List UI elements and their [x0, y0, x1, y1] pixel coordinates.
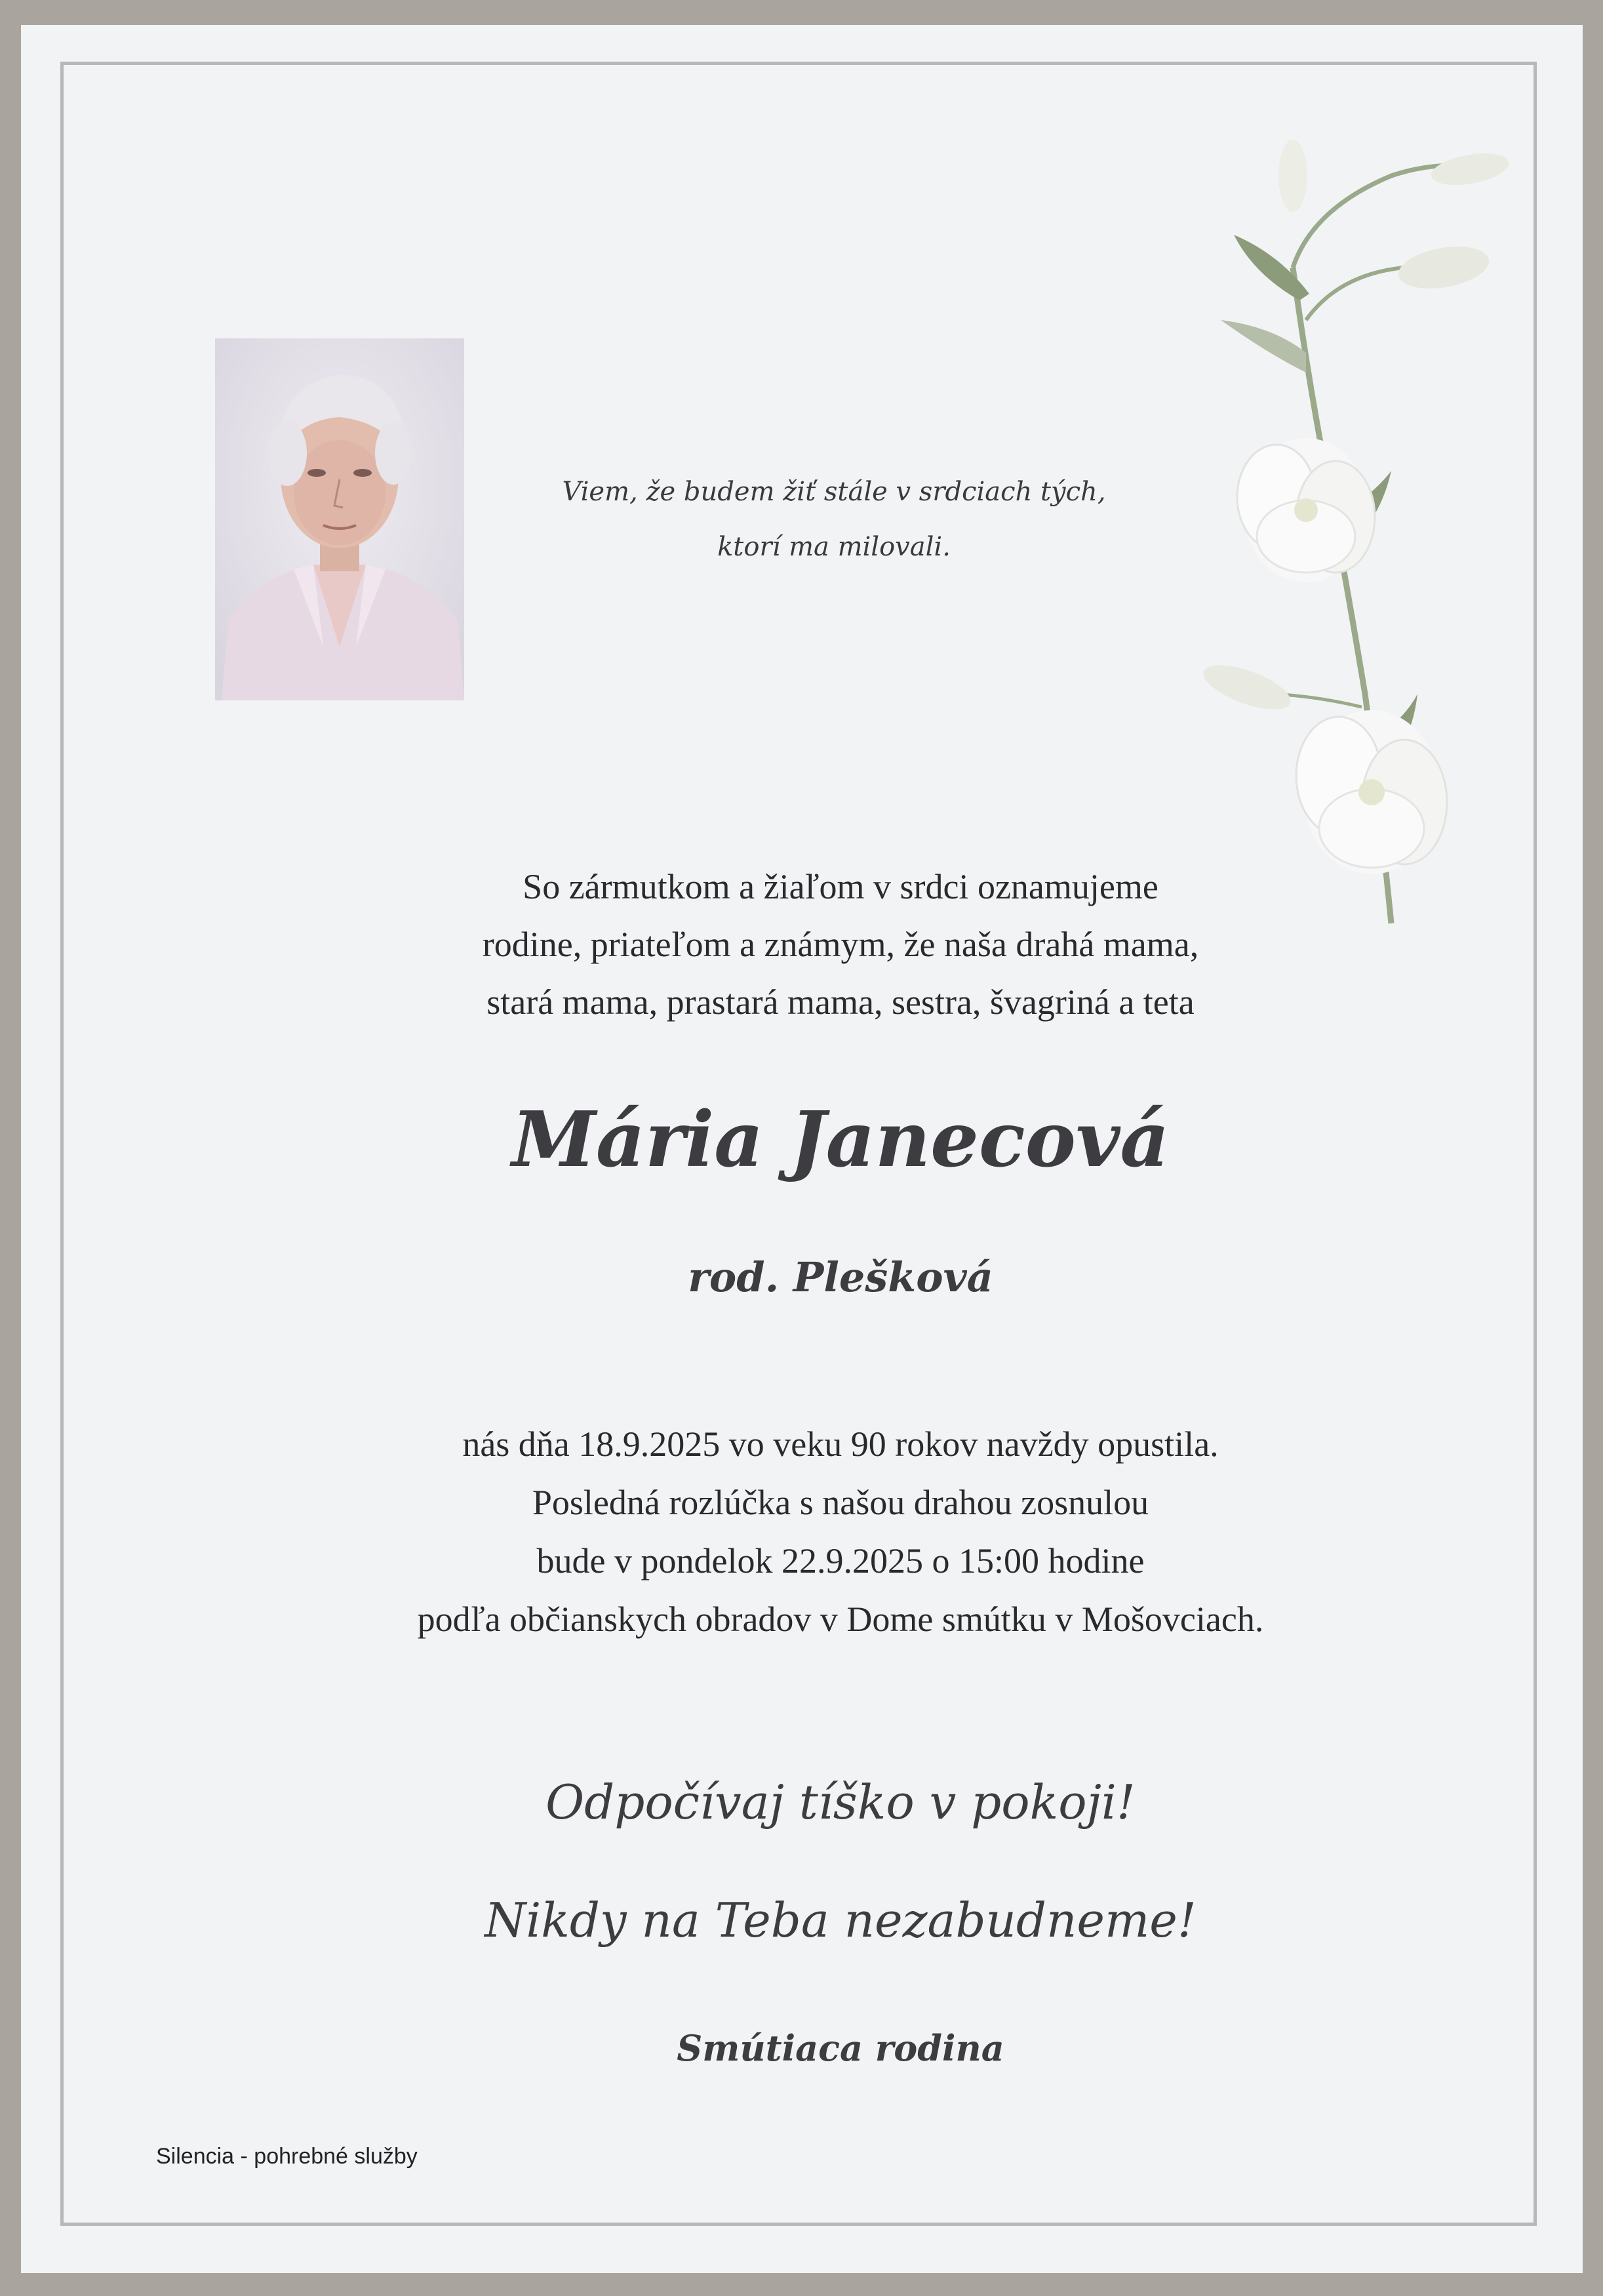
details-line-3: bude v pondelok 22.9.2025 o 15:00 hodine: [536, 1541, 1145, 1581]
portrait-illustration: [215, 338, 464, 700]
portrait-photo: [215, 338, 464, 700]
farewell: [283, 1743, 1398, 1979]
farewell-line-1: Odpočívaj tíško v pokoji!: [545, 1775, 1136, 1830]
motto: [519, 464, 1149, 574]
motto-line-2: ktorí ma milovali.: [717, 532, 951, 562]
details-line-2: Posledná rozlúčka s našou drahou zosnulou: [532, 1483, 1149, 1522]
funeral-details: [250, 1415, 1431, 1649]
farewell-line-2: Nikdy na Teba nezabudneme!: [485, 1893, 1197, 1948]
footer-funeral-service: Silencia - pohrebné služby: [156, 2144, 418, 2169]
details-line-4: podľa občianskych obradov v Dome smútku v Mošovciach.: [417, 1600, 1264, 1639]
signature: Smútiaca rodina: [677, 2027, 1004, 2069]
announcement-line-2: rodine, priateľom a známym, že naša drahá mama,: [482, 925, 1199, 964]
maiden-name: rod. Plešková: [688, 1253, 993, 1301]
announcement-line-1: So zármutkom a žiaľom v srdci oznamujeme: [523, 867, 1158, 906]
announcement-line-3: stará mama, prastará mama, sestra, švagriná a teta: [486, 982, 1195, 1022]
motto-line-1: Viem, že budem žiť stále v srdciach tých,: [562, 477, 1106, 507]
deceased-name: Mária Janecová: [511, 1095, 1170, 1184]
details-line-1: nás dňa 18.9.2025 vo veku 90 rokov navždy opustila.: [462, 1424, 1219, 1464]
obituary-sheet: [21, 25, 1583, 2273]
announcement: [283, 858, 1398, 1031]
